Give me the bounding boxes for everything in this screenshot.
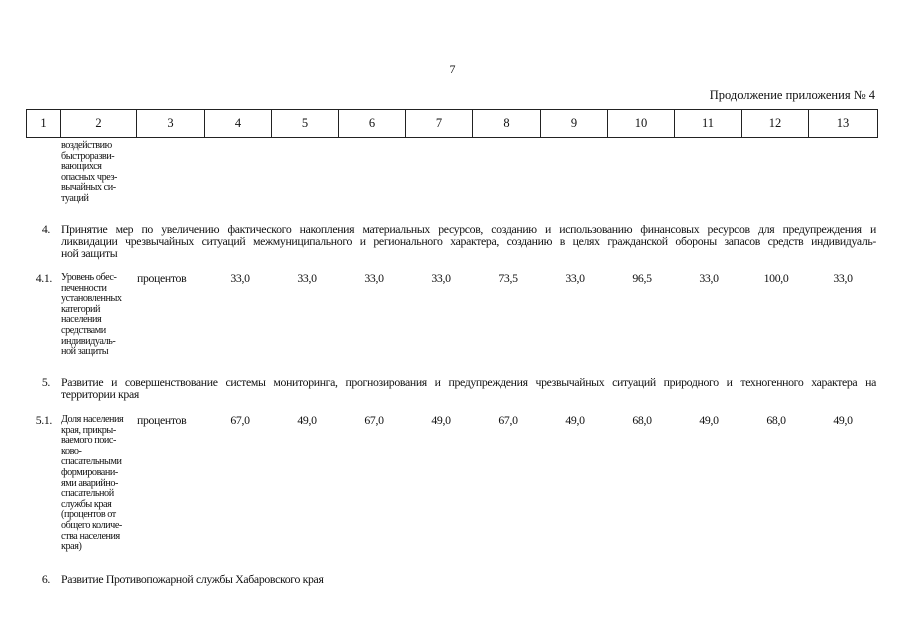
section-number: 6. bbox=[41, 572, 50, 586]
value-cell: 73,5 bbox=[498, 271, 518, 285]
page-number: 7 bbox=[449, 62, 456, 76]
section-title-line: ликвидации чрезвычайных ситуаций межмуниципального и регионального характера, созданию в целях гражданской обороны запасов средств индивидуаль- bbox=[61, 234, 876, 248]
value-cell: 67,0 bbox=[230, 413, 250, 427]
column-header-cell: 7 bbox=[406, 110, 473, 138]
value-cell: 33,0 bbox=[230, 271, 250, 285]
column-header-cell: 13 bbox=[809, 110, 878, 138]
section-title-line: ной защиты bbox=[61, 246, 118, 260]
value-cell: 49,0 bbox=[565, 413, 585, 427]
value-cell: 67,0 bbox=[498, 413, 518, 427]
column-header-cell: 6 bbox=[339, 110, 406, 138]
value-cell: 67,0 bbox=[364, 413, 384, 427]
value-cell: 33,0 bbox=[565, 271, 585, 285]
value-cell: 49,0 bbox=[431, 413, 451, 427]
row-number: 4.1. bbox=[35, 271, 52, 285]
column-header-cell: 10 bbox=[608, 110, 675, 138]
column-header-cell: 5 bbox=[272, 110, 339, 138]
value-cell: 96,5 bbox=[632, 271, 652, 285]
appendix-continuation-note: Продолжение приложения № 4 bbox=[709, 88, 875, 102]
section-title-line: Принятие мер по увеличению фактического накопления материальных ресурсов, созданию и использованию финансовых ресурсов для предупреждения и bbox=[61, 222, 876, 236]
column-header-cell: 2 bbox=[61, 110, 137, 138]
value-cell: 100,0 bbox=[763, 271, 789, 285]
value-cell: 33,0 bbox=[833, 271, 853, 285]
column-header-cell: 11 bbox=[675, 110, 742, 138]
unit-of-measure: процентов bbox=[137, 271, 187, 285]
section-title-line: Развитие Противопожарной службы Хабаровского края bbox=[61, 572, 324, 586]
value-cell: 68,0 bbox=[632, 413, 652, 427]
value-cell: 33,0 bbox=[364, 271, 384, 285]
value-cell: 68,0 bbox=[766, 413, 786, 427]
section-title-line: территории края bbox=[61, 387, 139, 401]
section-title-line: Развитие и совершенствование системы мониторинга, прогнозирования и предупреждения чрезвычайных ситуаций природного и техногенного характера на bbox=[61, 375, 876, 389]
value-cell: 49,0 bbox=[699, 413, 719, 427]
column-header-cell: 12 bbox=[742, 110, 809, 138]
column-number-header bbox=[26, 109, 878, 138]
indicator-name: Доля населения края, прикры- ваемого поис- ково- спасательными формировани- ями аварийно- спасательной службы края (процентов от общего количе- ства населения края) bbox=[61, 414, 124, 553]
column-header-cell: 8 bbox=[473, 110, 541, 138]
section-number: 5. bbox=[41, 375, 50, 389]
column-header-cell: 3 bbox=[137, 110, 205, 138]
value-cell: 49,0 bbox=[297, 413, 317, 427]
column-header-cell: 9 bbox=[541, 110, 608, 138]
column-header-cell: 4 bbox=[205, 110, 272, 138]
indicator-name: Уровень обес- печенности установленных категорий населения средствами индивидуаль- ной защиты bbox=[61, 272, 122, 358]
value-cell: 49,0 bbox=[833, 413, 853, 427]
value-cell: 33,0 bbox=[699, 271, 719, 285]
section-number: 4. bbox=[41, 222, 50, 236]
row-number: 5.1. bbox=[35, 413, 52, 427]
value-cell: 33,0 bbox=[431, 271, 451, 285]
continued-indicator-text: воздействию быстроразви- вающихся опасных чрез- вычайных си- туаций bbox=[61, 140, 117, 204]
unit-of-measure: процентов bbox=[137, 413, 187, 427]
value-cell: 33,0 bbox=[297, 271, 317, 285]
column-header-cell: 1 bbox=[27, 110, 61, 138]
